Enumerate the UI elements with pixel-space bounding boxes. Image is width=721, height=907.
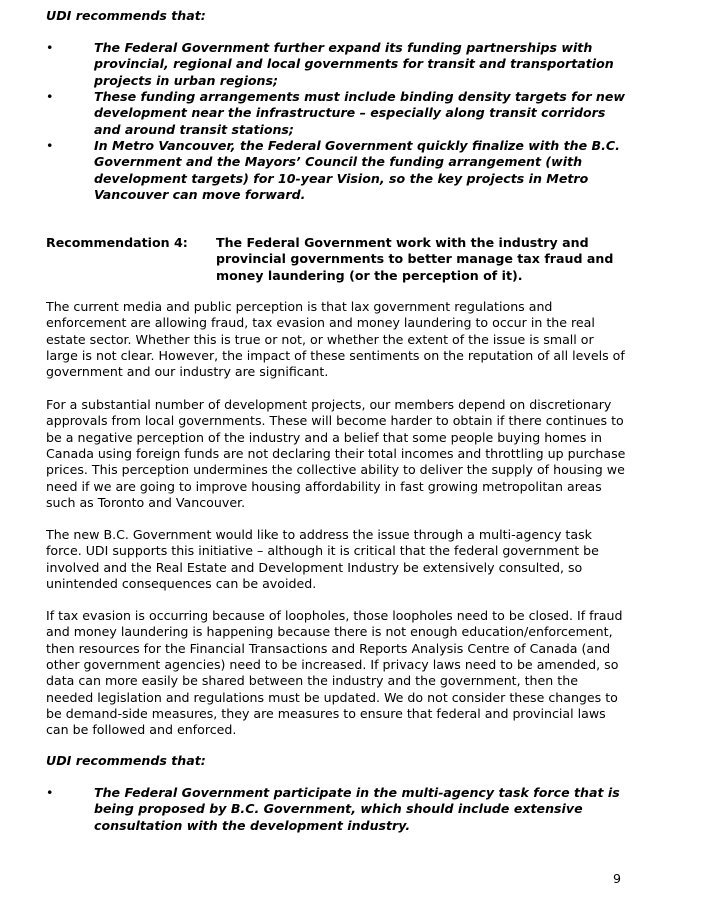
page-number: 9 [613,871,622,886]
bullet-icon: • [46,138,54,154]
recommendation-text: The Federal Government work with the industry and provincial governments to better manage tax fraud and money laundering (or the perception of it). [216,235,614,283]
list-item [46,89,636,138]
recommendation-label: Recommendation 4: [46,235,188,250]
recommendation-block [46,235,636,284]
bullet-icon: • [46,89,54,105]
recommendations-list-2 [46,785,636,834]
list-item [46,785,636,834]
list-item-text: In Metro Vancouver, the Federal Government quickly finalize with the B.C. Government and the Mayors’ Council the funding arrangement (with development targets) for 10-year Vision, so the key projects in Metro Vancouver can move forward. [94,138,620,203]
recommendations-list-1 [46,40,636,203]
list-item [46,138,636,203]
body-paragraph: For a substantial number of development projects, our members depend on discretionary approvals from local governments. These will become harder to obtain if there continues to be a negative perception of the industry and a belief that some people buying homes in Canada using foreign funds are not declaring their total incomes and throttling up purchase prices. This perception undermines the collective ability to deliver the supply of housing we need if we are going to improve housing affordability in fast growing metropolitan areas such as Toronto and Vancouver. [46,397,626,511]
list-item-text: The Federal Government participate in the multi-agency task force that is being proposed by B.C. Government, which should include extensive consultation with the development industry. [94,785,620,833]
body-paragraph: The new B.C. Government would like to address the issue through a multi-agency task force. UDI supports this initiative – although it is critical that the federal government be involved and the Real Estate and Development Industry be extensively consulted, so unintended consequences can be avoided. [46,527,599,592]
bullet-icon: • [46,40,54,55]
list-item [46,40,636,89]
body-paragraph: If tax evasion is occurring because of loopholes, those loopholes need to be closed. If fraud and money laundering is happening because there is not enough education/enforcement, then resources for the Financial Transactions and Reports Analysis Centre of Canada (and other government agencies) need to be increased. If privacy laws need to be amended, so data can more easily be shared between the industry and the government, then the needed legislation and regulations must be updated. We do not consider these changes to be demand-side measures, they are measures to ensure that federal and provincial laws can be followed and enforced. [46,608,623,738]
list-item-text: The Federal Government further expand its funding partnerships with provincial, regional and local governments for transit and transportation projects in urban regions; [94,40,614,88]
udi-recommends-heading-1: UDI recommends that: [46,8,206,23]
body-paragraph: The current media and public perception is that lax government regulations and enforcement are allowing fraud, tax evasion and money laundering to occur in the real estate sector. Whether this is true or not, or whether the extent of the issue is small or large is not clear. However, the impact of these sentiments on the reputation of all levels of government and our industry are significant. [46,299,625,380]
udi-recommends-heading-2: UDI recommends that: [46,753,206,768]
list-item-text: These funding arrangements must include binding density targets for new development near the infrastructure – especially along transit corridors and around transit stations; [94,89,626,137]
bullet-icon: • [46,785,54,800]
